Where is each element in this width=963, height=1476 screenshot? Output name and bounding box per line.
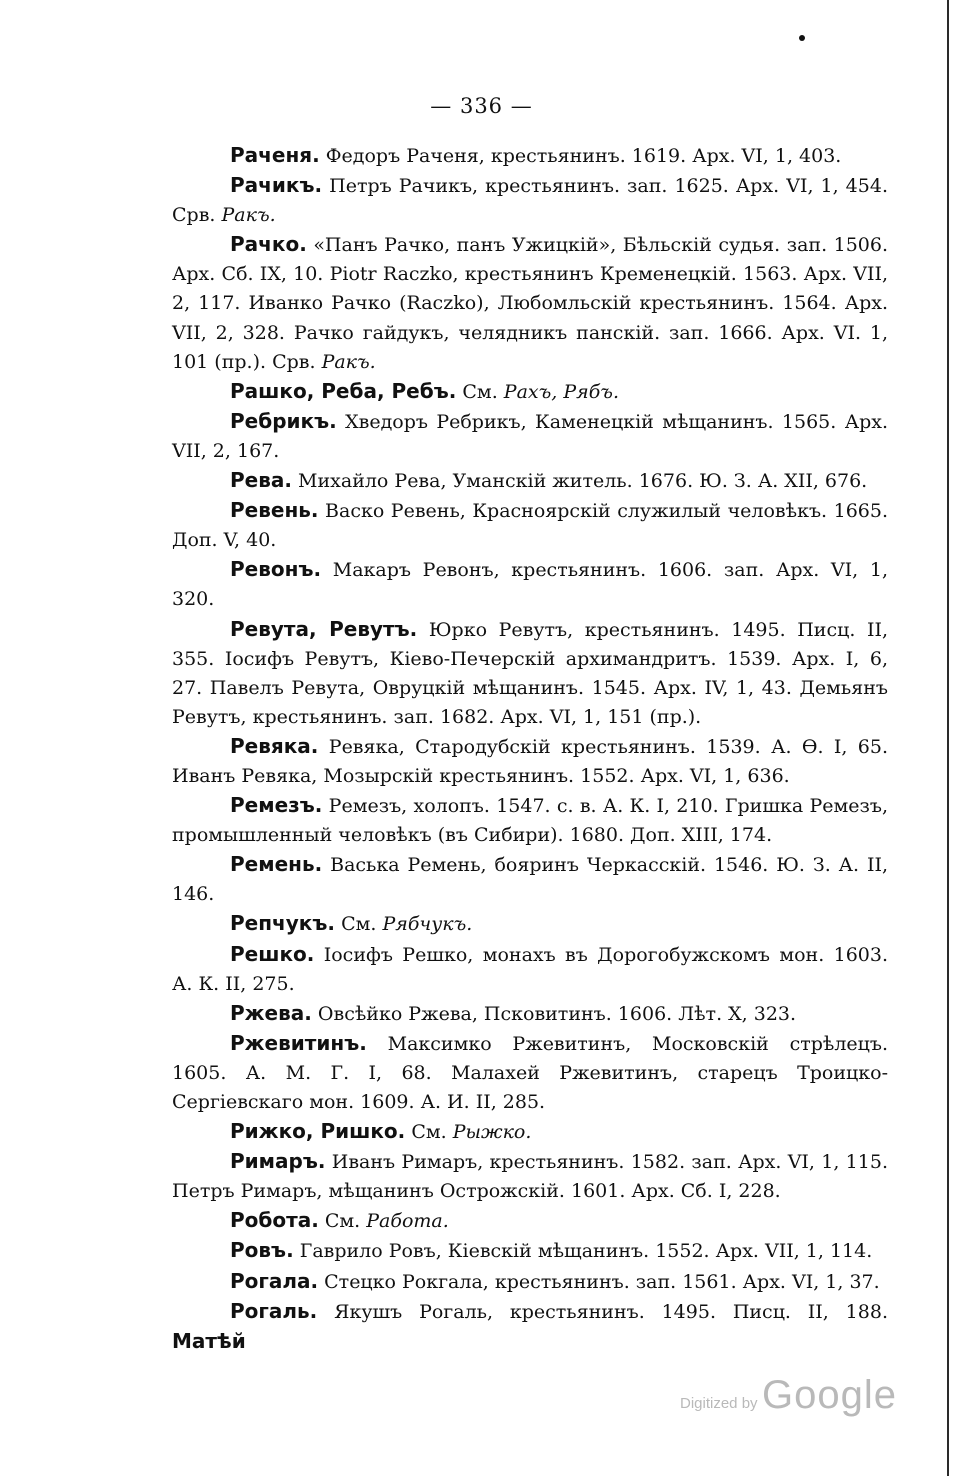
dictionary-entry: [172, 141, 888, 171]
dictionary-entry: [172, 466, 888, 496]
entry-text: Михайло Рева, Уманскій житель. 1676. Ю. З. А. XII, 676.: [298, 470, 868, 493]
entry-headword: Рачикъ.: [230, 173, 323, 198]
entry-text: Стецко Рокгала, крестьянинъ. зап. 1561. Арх. VI, 1, 37.: [324, 1270, 880, 1293]
entry-headword: Робота.: [230, 1208, 319, 1233]
dictionary-entry: [172, 1147, 888, 1206]
entry-headword: Рогала.: [230, 1268, 319, 1293]
entry-headword: Раченя.: [230, 143, 320, 167]
entry-cross-reference: Рыжко.: [452, 1121, 532, 1144]
dictionary-entry: [172, 615, 888, 732]
entry-headword: Ребрикъ.: [230, 408, 337, 433]
entry-headword: Ревяка.: [230, 733, 319, 758]
entry-headword: Ремень.: [230, 852, 323, 877]
dictionary-entry: [172, 732, 888, 791]
entry-text: Овсѣйко Ржева, Псковитинъ. 1606. Лѣт. X, 323.: [317, 1002, 797, 1025]
entry-text: См.: [341, 913, 377, 936]
dictionary-entry: [172, 791, 888, 850]
dictionary-entry: [172, 377, 888, 407]
page-number: — 336 —: [430, 94, 533, 118]
entry-headword: Рева.: [230, 468, 292, 493]
digitized-by-google-watermark: [680, 1373, 897, 1418]
entry-cross-reference: Рахъ, Рябъ.: [503, 380, 620, 403]
dictionary-entry: [172, 230, 888, 376]
entry-cross-reference: Ракъ.: [221, 204, 276, 227]
entry-text: Юрко Ревутъ, крестьянинъ. 1495. Писц. II, 355. Іосифъ Ревутъ, Кіево-Печерскій архимандритъ. 1539. Арх. I, 6, 27. Павелъ Ревута, Овруцкій мѣщанинъ. 1545. Арх. IV, 1, 43. Демьянъ Ревутъ, крестьянинъ. зап. 1682. Арх. VI, 1, 151 (пр.).: [172, 618, 889, 728]
next-entry-headword-fragment: Матѣй: [172, 1328, 246, 1353]
entry-headword: Ревонъ.: [230, 557, 322, 582]
entry-headword: Ровъ.: [230, 1238, 294, 1263]
entry-headword: Репчукъ.: [230, 911, 336, 936]
entry-text: Ревяка, Стародубскій крестьянинъ. 1539. А. Ѳ. I, 65. Иванъ Ревяка, Мозырскій крестьянинъ. 1552. Арх. VI, 1, 636.: [172, 735, 888, 787]
entry-headword: Рогаль.: [230, 1298, 318, 1323]
dictionary-entry: [172, 1236, 888, 1266]
entry-cross-reference: Работа.: [366, 1210, 449, 1233]
dictionary-entry: [172, 407, 888, 466]
dictionary-entry: [172, 1297, 888, 1357]
entry-text: См.: [462, 380, 498, 403]
dictionary-entry: [172, 850, 888, 909]
entry-text: См.: [411, 1121, 447, 1144]
dictionary-entry: [172, 171, 888, 230]
entry-cross-reference: Ракъ.: [321, 350, 376, 373]
entry-text: Макаръ Ревонъ, крестьянинъ. 1606. зап. Арх. VI, 1, 320.: [172, 559, 888, 611]
entry-headword: Рачко.: [230, 232, 307, 257]
entry-text: Хведоръ Ребрикъ, Каменецкій мѣщанинъ. 1565. Арх. VII, 2, 167.: [172, 410, 888, 462]
dictionary-entry: [172, 496, 888, 555]
entry-text: «Панъ Рачко, панъ Ужицкій», Бѣльскій судья. зап. 1506. Арх. Сб. IX, 10. Piotr Raczko, крестьянинъ Кременецкій. 1563. Арх. VII, 2, 117. Иванко Рачко (Raczko), Любомльскій крестьянинъ. 1564. Арх. VII, 2, 328. Рачко гайдукъ, челядникъ панскій. зап. 1666. Арх. VI. 1, 101 (пр.). Срв.: [172, 234, 888, 373]
entry-text: Васко Ревень, Красноярскій служилый человѣкъ. 1665. Доп. V, 40.: [172, 500, 888, 552]
dictionary-entry: [172, 1117, 888, 1147]
entry-text: Гаврило Ровъ, Кіевскій мѣщанинъ. 1552. Арх. VII, 1, 114.: [299, 1240, 873, 1263]
entry-text: Ремезъ, холопъ. 1547. с. в. А. К. I, 210. Гришка Ремезъ, промышленный человѣкъ (въ Сибири). 1680. Доп. XIII, 174.: [172, 795, 888, 847]
entry-headword: Решко.: [230, 941, 315, 966]
dictionary-entry: [172, 1267, 888, 1297]
entry-headword: Римаръ.: [230, 1149, 326, 1174]
entry-text: Иванъ Римаръ, крестьянинъ. 1582. зап. Арх. VI, 1, 115. Петръ Римаръ, мѣщанинъ Острожскій. 1601. Арх. Сб. I, 228.: [172, 1151, 888, 1203]
entry-text: См.: [324, 1210, 361, 1233]
entry-headword: Ремезъ.: [230, 793, 323, 818]
ink-dot: [799, 35, 805, 41]
dictionary-entry: [172, 940, 888, 999]
google-logo: Google: [762, 1373, 897, 1417]
dictionary-entry: [172, 999, 888, 1029]
entry-text: Васька Ремень, бояринъ Черкасскій. 1546. Ю. З. А. II, 146.: [172, 854, 889, 906]
entry-text: Іосифъ Решко, монахъ въ Дорогобужскомъ мон. 1603. А. К. II, 275.: [172, 943, 888, 995]
entry-headword: Ржева.: [230, 1000, 312, 1025]
entry-text: Федоръ Раченя, крестьянинъ. 1619. Арх. VI, 1, 403.: [325, 145, 842, 167]
dictionary-entries: [172, 141, 888, 1357]
entry-headword: Рашко, Реба, Ребъ.: [230, 378, 457, 403]
dictionary-entry: [172, 909, 888, 939]
entry-cross-reference: Рябчукъ.: [382, 913, 473, 936]
entry-headword: Рижко, Ришко.: [230, 1119, 406, 1144]
dictionary-entry: [172, 555, 888, 614]
dictionary-entry: [172, 1029, 888, 1117]
digitized-by-label: Digitized by: [680, 1395, 758, 1412]
scan-edge-line: [947, 0, 949, 1476]
entry-headword: Ржевитинъ.: [230, 1030, 367, 1055]
dictionary-entry: [172, 1206, 888, 1236]
entry-headword: Ревута, Ревутъ.: [230, 616, 418, 641]
entry-text: Якушъ Рогаль, крестьянинъ. 1495. Писц. II, 188.: [334, 1300, 888, 1323]
entry-text: Максимко Ржевитинъ, Московскій стрѣлецъ. 1605. А. М. Г. I, 68. Малахей Ржевитинъ, старецъ Троицко-Сергіевскаго мон. 1609. А. И. II, 285.: [172, 1032, 888, 1113]
entry-text: Петръ Рачикъ, крестьянинъ. зап. 1625. Арх. VI, 1, 454. Срв.: [172, 175, 888, 227]
entry-headword: Ревень.: [230, 498, 319, 523]
